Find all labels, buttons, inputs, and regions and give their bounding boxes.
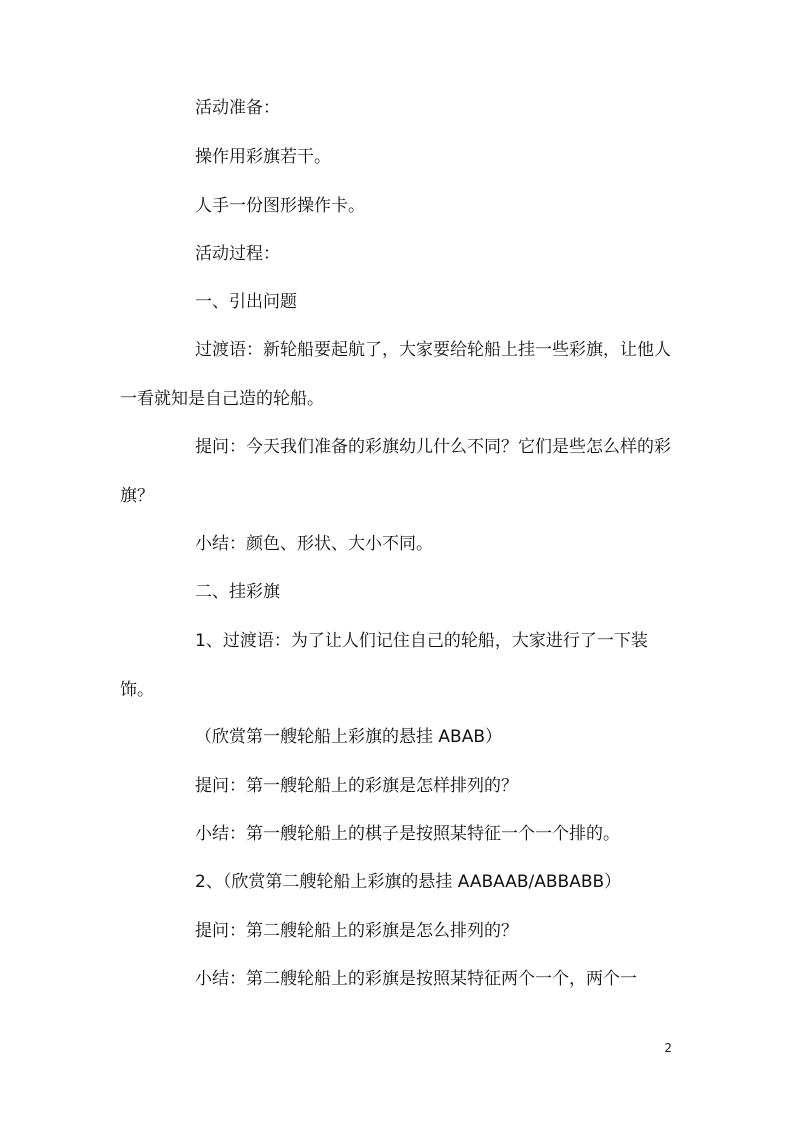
paragraph-section-one-heading: 一、引出问题	[195, 292, 297, 312]
paragraph-transition-ship-flags: 过渡语：新轮船要起航了，大家要给轮船上挂一些彩旗，让他人一看就知是自己造的轮船。	[120, 340, 671, 409]
paragraph-second-ship-summary: 小结：第二艘轮船上的彩旗是按照某特征两个一个，两个一	[195, 969, 637, 989]
paragraph-transition-decoration: 1、过渡语：为了让人们记住自己的轮船，大家进行了一下装饰。	[120, 631, 648, 700]
paragraph-first-ship-question: 提问：第一艘轮船上的彩旗是怎样排列的？	[195, 776, 518, 796]
paragraph-second-ship-pattern: 2、（欣赏第二艘轮船上彩旗的悬挂 AABAAB/ABBABB）	[195, 872, 622, 892]
paragraph-second-ship-question: 提问：第二艘轮船上的彩旗是怎么排列的？	[195, 921, 518, 941]
paragraph-first-ship-pattern: （欣赏第一艘轮船上彩旗的悬挂 ABAB）	[195, 727, 502, 747]
paragraph-activity-preparation-heading: 活动准备：	[195, 98, 280, 118]
paragraph-activity-process-heading: 活动过程：	[195, 244, 280, 264]
paragraph-section-two-heading: 二、挂彩旗	[195, 582, 280, 602]
paragraph-shape-cards: 人手一份图形操作卡。	[195, 196, 365, 216]
paragraph-question-flags-difference: 提问：今天我们准备的彩旗幼儿什么不同？它们是些怎么样的彩旗？	[120, 437, 671, 506]
paragraph-flags-materials: 操作用彩旗若干。	[195, 147, 331, 167]
paragraph-first-ship-summary: 小结：第一艘轮船上的棋子是按照某特征一个一个排的。	[195, 824, 620, 844]
paragraph-summary-differences: 小结：颜色、形状、大小不同。	[195, 534, 433, 554]
page-number: 2	[664, 1041, 672, 1055]
